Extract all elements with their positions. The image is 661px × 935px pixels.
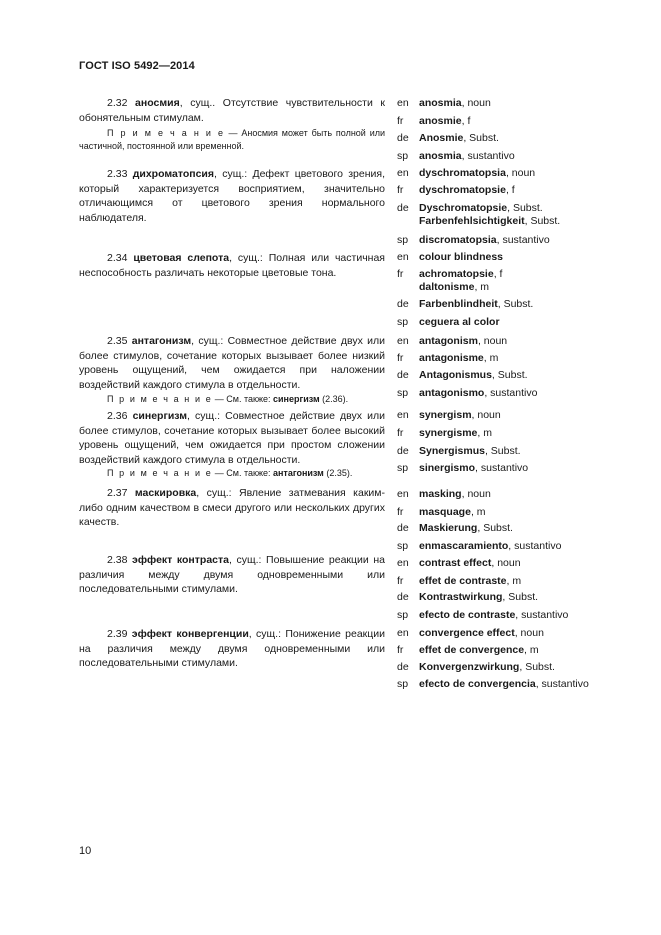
equivalent-text bbox=[419, 115, 470, 128]
entry-definition: , сущ.: Явление затмевания каким-либо одним качеством в смеси другого или нескольких других качеств. bbox=[79, 487, 385, 528]
grammar-label: , noun bbox=[505, 167, 536, 179]
term-entry bbox=[79, 486, 385, 530]
note-label: П р и м е ч а н и е bbox=[107, 394, 213, 404]
equivalent-text bbox=[419, 202, 560, 228]
equivalent-text bbox=[419, 445, 521, 458]
equivalent-text bbox=[419, 316, 500, 329]
term-entry bbox=[79, 334, 385, 392]
language-code: en bbox=[397, 557, 409, 569]
note-label: П р и м е ч а н и е bbox=[107, 468, 213, 478]
language-code: de bbox=[397, 661, 409, 673]
term-entry bbox=[79, 553, 385, 597]
page-number: 10 bbox=[79, 845, 92, 857]
grammar-label: , Subst. bbox=[524, 215, 561, 227]
entry-term: дихроматопсия bbox=[132, 168, 215, 180]
equivalent-text bbox=[419, 609, 568, 622]
term-entry bbox=[79, 96, 385, 125]
language-code: fr bbox=[397, 352, 404, 364]
note-reference: синергизм bbox=[272, 394, 320, 404]
language-code: fr bbox=[397, 506, 404, 518]
equivalent-word: masking bbox=[419, 488, 462, 500]
language-code: de bbox=[397, 202, 409, 214]
equivalent-word: effet de contraste bbox=[419, 575, 507, 587]
language-code: en bbox=[397, 335, 409, 347]
grammar-label: , m bbox=[477, 427, 492, 439]
language-code: fr bbox=[397, 184, 404, 196]
language-code: sp bbox=[397, 150, 409, 162]
equivalent-word: Synergismus bbox=[419, 445, 485, 457]
note-text: (2.36). bbox=[319, 394, 349, 404]
note-label: П р и м е ч а н и е bbox=[107, 128, 225, 138]
language-code: fr bbox=[397, 575, 404, 587]
entry-term: цветовая слепота bbox=[133, 252, 230, 264]
equivalent-text bbox=[419, 298, 533, 311]
grammar-label: , f bbox=[461, 115, 471, 127]
note-text: (2.35). bbox=[323, 468, 353, 478]
grammar-label: , m bbox=[474, 281, 490, 293]
language-code: en bbox=[397, 97, 409, 109]
language-code: fr bbox=[397, 115, 404, 127]
equivalent-word: anosmie bbox=[419, 115, 462, 127]
grammar-label: , Subst. bbox=[507, 202, 543, 214]
note-text: — Аносмия может быть полной или частичной, постоянной или временной. bbox=[79, 128, 386, 151]
equivalent-text bbox=[419, 557, 521, 570]
equivalent-word: Antagonismus bbox=[419, 369, 492, 381]
grammar-label: , Subst. bbox=[491, 369, 528, 381]
equivalent-word: discromatopsia bbox=[419, 234, 497, 246]
equivalent-text bbox=[419, 184, 515, 197]
grammar-label: , Subst. bbox=[463, 132, 499, 144]
grammar-label: , f bbox=[493, 268, 503, 280]
language-code: en bbox=[397, 251, 409, 263]
language-code: fr bbox=[397, 268, 404, 280]
entry-definition: , сущ.: Совместное действие двух или более стимулов, сочетание которых вызывает более низкий уровень ощущений, чем ожидается при наложении воздействий каждого стимула в отдельности. bbox=[79, 335, 385, 391]
grammar-label: , noun bbox=[461, 488, 491, 500]
language-code: en bbox=[397, 627, 409, 639]
language-code: fr bbox=[397, 644, 404, 656]
equivalent-word: effet de convergence bbox=[419, 644, 525, 656]
entry-definition: , сущ.: Понижение реакции на различия между двумя одновременными или последовательными стимулами. bbox=[79, 628, 385, 669]
equivalent-text bbox=[419, 661, 555, 674]
language-code: en bbox=[397, 409, 409, 421]
equivalent-word: masquage bbox=[419, 506, 471, 518]
equivalent-word: anosmia bbox=[419, 150, 462, 162]
entry-number: 2.35 bbox=[107, 335, 128, 347]
entry-term: маскировка bbox=[134, 487, 197, 499]
entry-term: эффект контраста bbox=[132, 554, 229, 566]
equivalent-word: synergism bbox=[419, 409, 472, 421]
note-text: — См. также: bbox=[212, 394, 273, 404]
grammar-label: , sustantivo bbox=[496, 234, 550, 246]
equivalent-word: contrast effect bbox=[419, 557, 492, 569]
grammar-label: , sustantivo bbox=[461, 150, 515, 162]
grammar-label: , sustantivo bbox=[475, 462, 529, 474]
equivalent-word: Konvergenzwirkung bbox=[419, 661, 520, 673]
grammar-label: , Subst. bbox=[484, 445, 521, 457]
language-code: sp bbox=[397, 316, 409, 328]
term-entry bbox=[79, 251, 385, 280]
equivalent-word: anosmia bbox=[419, 97, 462, 109]
equivalent-text bbox=[419, 409, 501, 422]
language-code: de bbox=[397, 445, 409, 457]
equivalent-word: efecto de contraste bbox=[419, 609, 516, 621]
grammar-label: , Subst. bbox=[502, 591, 539, 603]
equivalent-text bbox=[419, 132, 499, 145]
grammar-label: , noun bbox=[491, 557, 521, 569]
document-header: ГОСТ ISO 5492—2014 bbox=[79, 60, 195, 72]
grammar-label: , sustantivo bbox=[508, 540, 562, 552]
grammar-label: , Subst. bbox=[497, 298, 534, 310]
language-code: sp bbox=[397, 234, 409, 246]
grammar-label: , Subst. bbox=[477, 522, 513, 534]
equivalent-text bbox=[419, 167, 535, 180]
equivalent-text bbox=[419, 506, 486, 519]
equivalent-text bbox=[419, 591, 538, 604]
language-code: de bbox=[397, 522, 409, 534]
term-entry bbox=[79, 409, 385, 467]
entry-number: 2.36 bbox=[107, 410, 128, 422]
equivalent-word: antagonism bbox=[419, 335, 478, 347]
equivalent-word: efecto de convergencia bbox=[419, 678, 536, 690]
grammar-label: , m bbox=[483, 352, 499, 364]
entry-definition: , сущ.: Полная или частичная неспособность различать некоторые цветовые тона. bbox=[79, 252, 385, 279]
equivalent-word: Kontrastwirkung bbox=[419, 591, 503, 603]
equivalent-word: antagonismo bbox=[419, 387, 485, 399]
equivalent-text bbox=[419, 150, 515, 163]
language-code: sp bbox=[397, 462, 409, 474]
equivalent-word: synergisme bbox=[419, 427, 478, 439]
grammar-label: , f bbox=[505, 184, 515, 196]
language-code: en bbox=[397, 488, 409, 500]
entry-term: антагонизм bbox=[131, 335, 192, 347]
equivalent-text bbox=[419, 234, 550, 247]
entry-note bbox=[79, 393, 385, 406]
language-code: sp bbox=[397, 609, 409, 621]
entry-definition: , сущ.: Дефект цветового зрения, который характеризуется восприятием, значительно отличающимся от цветового зрения нормального наблюдателя. bbox=[79, 168, 385, 224]
language-code: sp bbox=[397, 678, 409, 690]
equivalent-text bbox=[419, 462, 528, 475]
equivalent-word: sinergismo bbox=[419, 462, 476, 474]
equivalent-word: antagonisme bbox=[419, 352, 484, 364]
entry-number: 2.37 bbox=[107, 487, 128, 499]
language-code: de bbox=[397, 298, 409, 310]
entry-number: 2.38 bbox=[107, 554, 128, 566]
entry-number: 2.33 bbox=[107, 168, 128, 180]
equivalent-word: dyschromatopsia bbox=[419, 167, 506, 179]
equivalent-text bbox=[419, 427, 492, 440]
entry-term: эффект конвергенции bbox=[131, 628, 249, 640]
language-code: sp bbox=[397, 540, 409, 552]
grammar-label: , m bbox=[506, 575, 522, 587]
grammar-label: , noun bbox=[461, 97, 491, 109]
equivalent-text bbox=[419, 488, 491, 501]
equivalent-text bbox=[419, 369, 528, 382]
language-code: fr bbox=[397, 427, 404, 439]
equivalent-word: dyschromatopsie bbox=[419, 184, 506, 196]
grammar-label: , Subst. bbox=[519, 661, 555, 673]
equivalent-word: enmascaramiento bbox=[419, 540, 509, 552]
entry-term: синергизм bbox=[132, 410, 188, 422]
equivalent-word: daltonisme bbox=[419, 281, 475, 293]
equivalent-text bbox=[419, 627, 544, 640]
note-reference: антагонизм bbox=[272, 468, 324, 478]
grammar-label: , m bbox=[524, 644, 539, 656]
equivalent-text bbox=[419, 268, 502, 294]
equivalent-word: ceguera al color bbox=[419, 316, 500, 328]
equivalent-text bbox=[419, 335, 507, 348]
equivalent-text bbox=[419, 644, 539, 657]
entry-number: 2.32 bbox=[107, 97, 128, 109]
language-code: de bbox=[397, 591, 409, 603]
entry-note bbox=[79, 467, 385, 480]
equivalent-word: Dyschromatopsie bbox=[419, 202, 508, 214]
equivalent-word: Maskierung bbox=[419, 522, 478, 534]
equivalent-text bbox=[419, 97, 491, 110]
grammar-label: , noun bbox=[477, 335, 508, 347]
equivalent-text bbox=[419, 352, 498, 365]
language-code: en bbox=[397, 167, 409, 179]
equivalent-word: colour blindness bbox=[419, 251, 504, 263]
equivalent-word: Anosmie bbox=[419, 132, 464, 144]
equivalent-word: convergence effect bbox=[419, 627, 515, 639]
equivalent-text bbox=[419, 522, 513, 535]
equivalent-text bbox=[419, 540, 561, 553]
equivalent-text bbox=[419, 575, 521, 588]
grammar-label: , sustantivo bbox=[484, 387, 538, 399]
equivalent-text bbox=[419, 251, 503, 264]
term-entry bbox=[79, 627, 385, 671]
grammar-label: , noun bbox=[471, 409, 501, 421]
language-code: de bbox=[397, 132, 409, 144]
entry-term: аносмия bbox=[135, 97, 180, 109]
equivalent-word: Farbenfehlsichtigkeit bbox=[419, 215, 525, 227]
grammar-label: , sustantivo bbox=[515, 609, 569, 621]
equivalent-text bbox=[419, 387, 537, 400]
equivalent-word: Farbenblindheit bbox=[419, 298, 498, 310]
entry-number: 2.39 bbox=[107, 628, 128, 640]
equivalent-word: achromatopsie bbox=[419, 268, 494, 280]
entry-note bbox=[79, 127, 385, 153]
grammar-label: , m bbox=[470, 506, 486, 518]
language-code: de bbox=[397, 369, 409, 381]
equivalent-text bbox=[419, 678, 589, 691]
entry-definition: , сущ.: Совместное действие двух или более стимулов, сочетание которых вызывает более высокий уровень ощущений, чем ожидается при простом сложении воздействий каждого стимула в отдельности. bbox=[79, 410, 385, 466]
grammar-label: , noun bbox=[514, 627, 544, 639]
note-text: — См. также: bbox=[212, 468, 273, 478]
grammar-label: , sustantivo bbox=[535, 678, 589, 690]
entry-definition: , сущ.. Отсутствие чувствительности к обонятельным стимулам. bbox=[79, 97, 385, 124]
language-code: sp bbox=[397, 387, 409, 399]
entry-number: 2.34 bbox=[107, 252, 128, 264]
term-entry bbox=[79, 167, 385, 225]
entry-definition: , сущ.: Повышение реакции на различия между двумя одновременными или последовательными стимулами. bbox=[79, 554, 385, 595]
